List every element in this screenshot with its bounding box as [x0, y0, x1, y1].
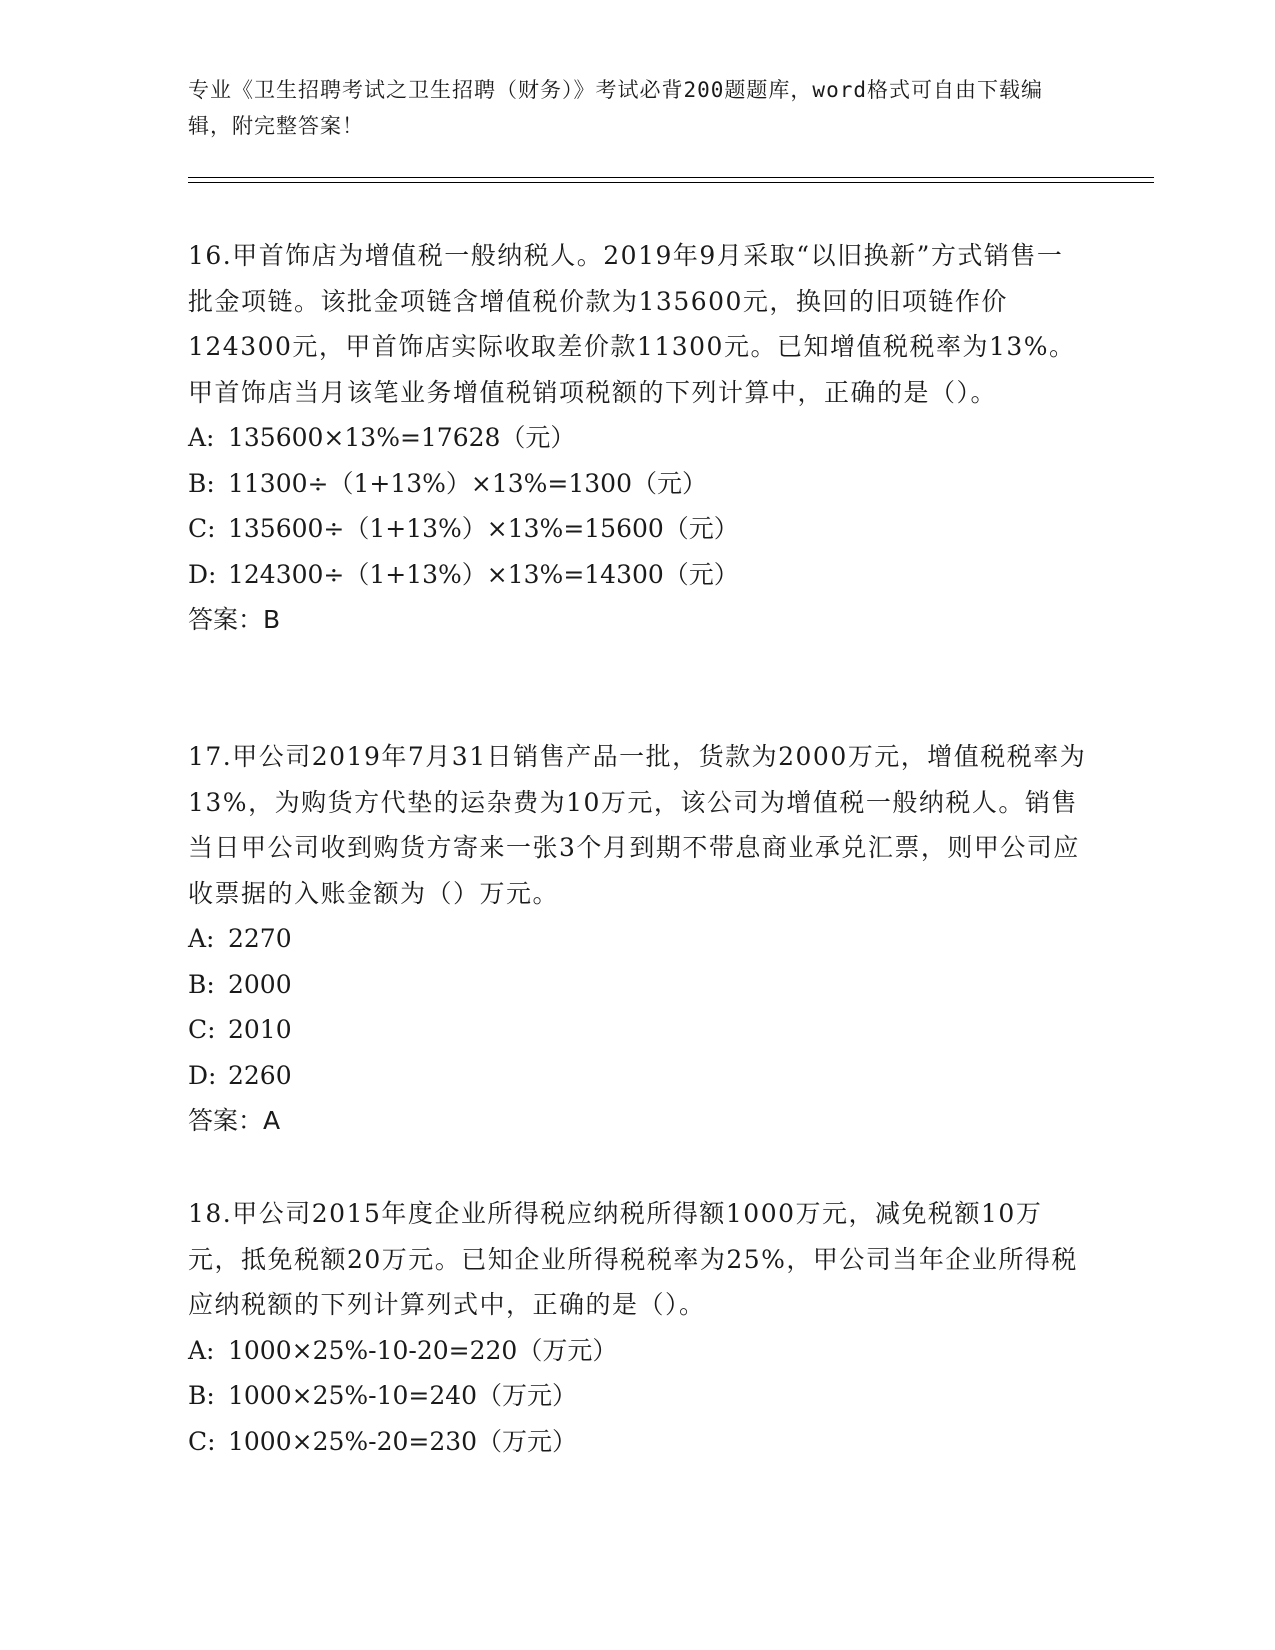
option-key: D: — [188, 1060, 217, 1090]
header-divider-bottom — [188, 182, 1154, 183]
option-text: 1000×25%-10-20=220（万元） — [228, 1335, 618, 1365]
option-d — [188, 1053, 1088, 1099]
option-a — [188, 916, 1088, 962]
option-key: A: — [188, 423, 215, 452]
document-header: 专业《卫生招聘考试之卫生招聘（财务）》考试必背200题题库，word格式可自由下载编辑，附完整答案！ — [188, 78, 1043, 138]
option-key: A: — [188, 924, 215, 953]
question-17 — [188, 734, 1088, 1144]
question-16 — [188, 233, 1088, 643]
option-text: 2270 — [228, 924, 292, 953]
option-key: C: — [188, 514, 216, 543]
option-key: B: — [188, 969, 215, 999]
question-stem: 17.甲公司2019年7月31日销售产品一批，货款为2000万元，增值税税率为13%，为购货方代垫的运杂费为10万元，该公司为增值税一般纳税人。销售当日甲公司收到购货方寄来一张3个月到期不带息商业承兑汇票，则甲公司应收票据的入账金额为（）万元。 — [188, 742, 1087, 908]
option-text: 135600×13%=17628（元） — [228, 423, 576, 452]
answer-line: 答案：A — [188, 1106, 281, 1135]
option-key: C: — [188, 1015, 216, 1044]
question-stem: 18.甲公司2015年度企业所得税应纳税所得额1000万元，减免税额10万元，抵免税额20万元。已知企业所得税税率为25%，甲公司当年企业所得税应纳税额的下列计算列式中，正确的是（）。 — [188, 1199, 1078, 1319]
option-key: B: — [188, 1381, 215, 1410]
option-text: 2000 — [228, 969, 292, 999]
option-key: D: — [188, 559, 217, 589]
question-18 — [188, 1191, 1088, 1464]
option-text: 2010 — [228, 1015, 292, 1044]
option-text: 11300÷（1+13%）×13%=1300（元） — [228, 468, 707, 498]
option-d — [188, 552, 1088, 598]
option-b — [188, 461, 1088, 507]
option-a — [188, 1328, 1088, 1374]
option-b — [188, 962, 1088, 1008]
option-c — [188, 1419, 1088, 1465]
option-text: 1000×25%-10=240（万元） — [228, 1381, 578, 1410]
header-divider-top — [188, 177, 1154, 178]
option-key: B: — [188, 468, 215, 498]
option-text: 1000×25%-20=230（万元） — [228, 1426, 578, 1456]
option-key: A: — [188, 1335, 215, 1365]
option-c — [188, 1007, 1088, 1053]
option-b — [188, 1373, 1088, 1419]
option-c — [188, 506, 1088, 552]
option-text: 135600÷（1+13%）×13%=15600（元） — [228, 514, 739, 543]
option-a — [188, 415, 1088, 461]
option-text: 124300÷（1+13%）×13%=14300（元） — [228, 559, 739, 589]
answer-line: 答案：B — [188, 605, 281, 634]
option-text: 2260 — [228, 1060, 292, 1090]
question-stem: 16.甲首饰店为增值税一般纳税人。2019年9月采取“以旧换新”方式销售一批金项链。该批金项链含增值税价款为135600元，换回的旧项链作价124300元，甲首饰店实际收取差价款11300元。已知增值税税率为13%。甲首饰店当月该笔业务增值税销项税额的下列计算中，正确的是（）。 — [188, 241, 1076, 407]
option-key: C: — [188, 1426, 216, 1456]
